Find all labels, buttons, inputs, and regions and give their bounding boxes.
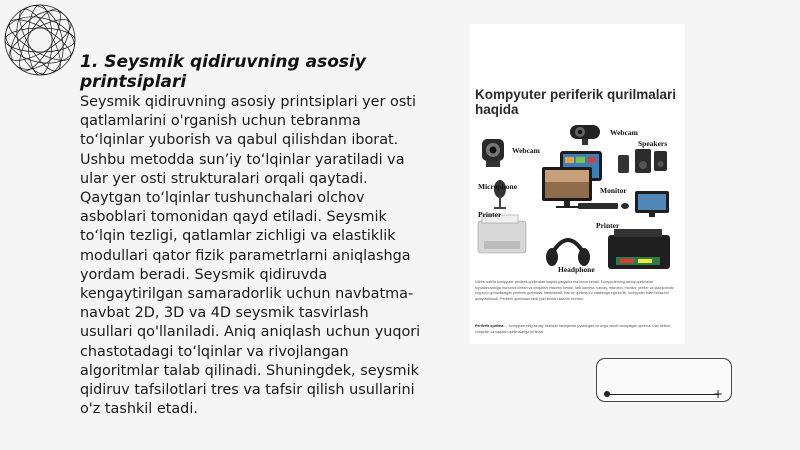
label-monitor: Monitor — [600, 186, 627, 195]
document-paragraph — [475, 324, 680, 340]
document-paragraph: Ushbu sahifa kompyuter periferik qurilmalari haqida qisqacha ma'lumot beradi. Kompyuterning tashqi qurilmalari foydalanuvchiga ma'lumot kiritish va chiqarish imkonini beradi. Veb-kamera, karnay, mikrofon, monitor, printer va quloqchinlar eng ko'p qo'llaniladigan periferik qurilmalar hisoblanadi. Har bir qurilma o'z vazifasiga ega bo'lib, kompyuter bilan ishlashni qulaylashtiradi. Periferik qurilmalar simli yoki simsiz ulanishi mumkin. — [475, 280, 674, 301]
slide-title: 1. Seysmik qidiruvning asosiy printsiplari — [80, 52, 366, 92]
plus-icon[interactable]: + — [713, 387, 724, 401]
label-headphone: Headphone — [558, 265, 595, 274]
webcam-icon — [570, 125, 600, 145]
webcam-icon — [482, 139, 504, 167]
label-microphone: Microphone — [478, 182, 518, 191]
label-speakers: Speakers — [638, 139, 668, 148]
document-paragraph-rest: — kompyuterning asosiy blokidan tashqarida joylashgan va unga ulanib ishlaydigan qurilma. Ular kiritish, chiqarish va saqlash qurilmalariga bo'linadi. — [475, 324, 671, 334]
circle-ornament-icon — [2, 2, 78, 78]
label-webcam-right: Webcam — [610, 128, 638, 137]
printer-icon — [608, 229, 670, 269]
headphones-icon — [546, 240, 590, 266]
slider-handle[interactable] — [604, 391, 610, 397]
document-paragraph-lead: Periferik qurilma — [475, 324, 504, 328]
printer-icon — [478, 215, 526, 253]
speakers-icon — [618, 149, 667, 173]
slide-body-text: Seysmik qidiruvning asosiy printsiplari yer osti qatlamlarini o'rganish uchun tebranma to‘lqinlar yuborish va qabul qilishdan iborat. Ushbu metodda sun’iy to‘lqinlar yaratiladi va ular yer osti strukturalari orqali qaytadi. Qaytgan to‘lqinlar tushunchalari olchov asboblari tomonidan qayd etiladi. Seysmik to‘lqin tezligi, qatlamlar zichligi va elastiklik modullari qator fizik parametrlarni aniqlashga yordam beradi. Seysmik qidiruvda kengaytirilgan samaradorlik uchun navbatma-navbat 2D, 3D va 4D seysmik tasvirlash usullari qo'llaniladi. Aniq aniqlash uchun yuqori chastotadagi to‘lqinlar va rivojlangan algoritmlar talab qilinadi. Shuningdek, seysmik qidiruv tafsilotlari tres va tafsir qilish usullarini o'z tashkil etadi. — [80, 94, 421, 418]
slider-track[interactable] — [607, 394, 719, 395]
monitor-icon — [635, 191, 669, 217]
label-printer-right: Printer — [596, 221, 620, 230]
label-webcam-left: Webcam — [512, 146, 540, 155]
document-title: Kompyuter periferik qurilmalari haqida — [475, 87, 677, 117]
document-image — [470, 24, 685, 344]
label-printer-left: Printer — [478, 210, 502, 219]
media-control-box[interactable] — [596, 358, 732, 402]
